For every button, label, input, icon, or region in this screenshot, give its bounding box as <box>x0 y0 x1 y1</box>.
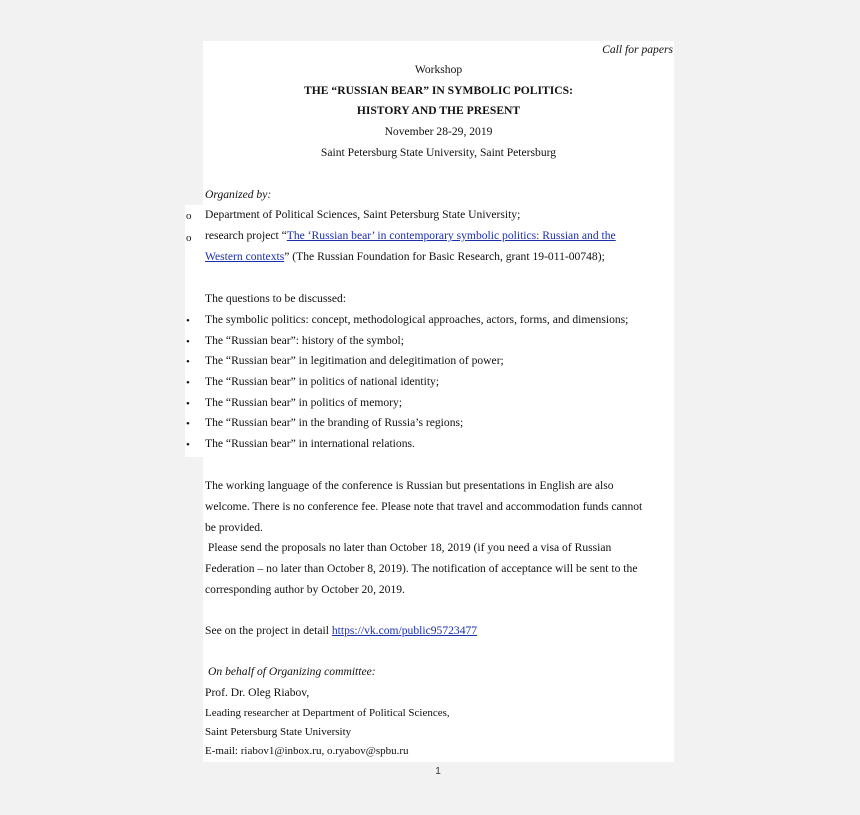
bullet-icon: • <box>186 356 190 368</box>
project-detail <box>205 624 477 638</box>
info-line: be provided. <box>205 521 263 534</box>
project-suffix: ” (The Russian Foundation for Basic Research, grant 19-011-00748); <box>284 250 605 263</box>
title-line-2: HISTORY AND THE PRESENT <box>356 104 521 117</box>
vk-link[interactable]: https://vk.com/public95723477 <box>331 624 478 637</box>
question-item: The “Russian bear”: history of the symbol; <box>205 334 404 347</box>
info-line: Please send the proposals no later than October 18, 2019 (if you need a visa of Russian <box>205 541 612 554</box>
organizer-project <box>205 229 616 243</box>
bullet-icon: • <box>186 398 190 410</box>
bullet-icon: • <box>186 377 190 389</box>
organizer-department: Department of Political Sciences, Saint Petersburg State University; <box>205 208 521 221</box>
questions-heading: The questions to be discussed: <box>205 292 347 305</box>
detail-prefix: See on the project in detail <box>205 624 332 637</box>
signer-position: Leading researcher at Department of Political Sciences, <box>205 707 450 719</box>
project-prefix: research project “ <box>205 229 287 242</box>
info-line: Federation – no later than October 8, 2019). The notification of acceptance will be sent to the <box>205 562 638 575</box>
organizers-heading: Organized by: <box>205 188 272 201</box>
signer-email: E-mail: riabov1@inbox.ru, o.ryabov@spbu.ru <box>205 745 409 757</box>
organizer-project-cont <box>205 250 605 264</box>
circle-bullet-icon: o <box>186 210 192 222</box>
question-item: The “Russian bear” in the branding of Russia’s regions; <box>205 416 464 429</box>
question-item: The “Russian bear” in politics of memory; <box>205 396 403 409</box>
signer-name: Prof. Dr. Oleg Riabov, <box>205 686 310 699</box>
info-line: The working language of the conference is Russian but presentations in English are also <box>205 479 614 492</box>
bullet-icon: • <box>186 315 190 327</box>
bullet-icon: • <box>186 439 190 451</box>
info-line: corresponding author by October 20, 2019. <box>205 583 405 596</box>
bullet-icon: • <box>186 418 190 430</box>
workshop-label: Workshop <box>414 63 463 76</box>
question-item: The symbolic politics: concept, methodological approaches, actors, forms, and dimensions; <box>205 313 629 326</box>
question-item: The “Russian bear” in legitimation and delegitimation of power; <box>205 354 504 367</box>
project-link[interactable]: The ‘Russian bear’ in contemporary symbolic politics: Russian and the <box>286 229 616 242</box>
call-for-papers-note: Call for papers <box>602 43 673 56</box>
title-line-1: THE “RUSSIAN BEAR” IN SYMBOLIC POLITICS: <box>304 84 573 97</box>
workshop-dates: November 28-29, 2019 <box>384 125 493 138</box>
circle-bullet-icon: o <box>186 232 192 244</box>
question-item: The “Russian bear” in international relations. <box>205 437 415 450</box>
behalf-line: On behalf of Organizing committee: <box>208 665 376 678</box>
workshop-venue: Saint Petersburg State University, Saint Petersburg <box>320 146 557 159</box>
project-link-cont[interactable]: Western contexts <box>205 250 285 263</box>
bullet-icon: • <box>186 336 190 348</box>
page-number: 1 <box>435 766 441 777</box>
signer-university: Saint Petersburg State University <box>205 726 352 738</box>
info-line: welcome. There is no conference fee. Please note that travel and accommodation funds cannot <box>205 500 643 513</box>
question-item: The “Russian bear” in politics of national identity; <box>205 375 440 388</box>
